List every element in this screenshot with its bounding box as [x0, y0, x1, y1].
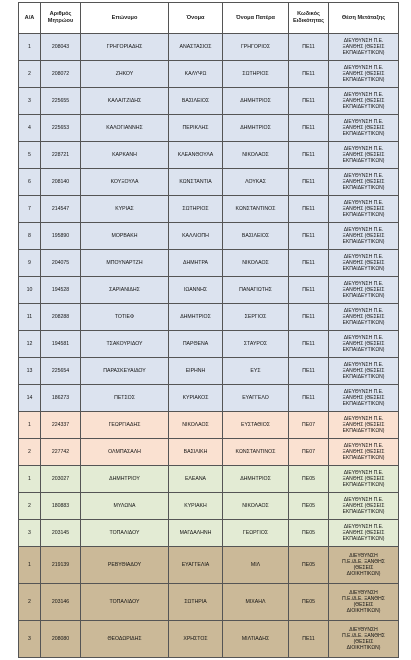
table-row — [19, 493, 399, 520]
table-row — [19, 34, 399, 61]
cell-kodikos-eidikotitas: ΠΕ05 — [289, 493, 329, 520]
cell-eponymo: ΡΕΒΥΘΙΑΔΟΥ — [81, 547, 169, 584]
thesi-line: ΞΑΝΘΗΣ (ΘΕΣΕΙΣ — [342, 233, 385, 239]
thesi-line: ΕΚΠΑΙΔΕΥΤΙΚΩΝ) — [342, 104, 385, 110]
thesi-line: ΕΚΠΑΙΔΕΥΤΙΚΩΝ) — [342, 374, 385, 380]
cell-onoma-patera: ΕΥΣ — [223, 358, 289, 385]
thesi-line: ΕΚΠΑΙΔΕΥΤΙΚΩΝ) — [342, 401, 385, 407]
cell-aa: 12 — [19, 331, 41, 358]
cell-arithmos-mitroou: 227742 — [41, 439, 81, 466]
cell-onoma-patera: ΜΙΛ — [223, 547, 289, 584]
cell-kodikos-eidikotitas: ΠΕ11 — [289, 331, 329, 358]
cell-onoma-patera: ΓΡΗΓΟΡΙΟΣ — [223, 34, 289, 61]
cell-onoma-patera: ΔΗΜΗΤΡΙΟΣ — [223, 88, 289, 115]
thesi-line: ΞΑΝΘΗΣ (ΘΕΣΕΙΣ — [342, 125, 385, 131]
cell-aa: 2 — [19, 61, 41, 88]
cell-thesi-metataxis — [329, 115, 399, 142]
cell-kodikos-eidikotitas: ΠΕ11 — [289, 304, 329, 331]
thesi-line: ΕΚΠΑΙΔΕΥΤΙΚΩΝ) — [342, 509, 385, 515]
cell-kodikos-eidikotitas: ΠΕ11 — [289, 34, 329, 61]
cell-onoma: ΚΑΛΛΙΟΠΗ — [169, 223, 223, 250]
cell-onoma-patera: ΣΩΤΗΡΙΟΣ — [223, 61, 289, 88]
table-row — [19, 547, 399, 584]
cell-thesi-metataxis — [329, 358, 399, 385]
thesi-line: ΕΚΠΑΙΔΕΥΤΙΚΩΝ) — [342, 482, 385, 488]
table-row — [19, 115, 399, 142]
cell-onoma: ΜΑΓΔΑΛΗΝΗ — [169, 520, 223, 547]
cell-eponymo: ΚΑΛΟΓΙΑΝΝΗΣ — [81, 115, 169, 142]
table-row — [19, 223, 399, 250]
cell-arithmos-mitroou: 224337 — [41, 412, 81, 439]
thesi-line: ΞΑΝΘΗΣ (ΘΕΣΕΙΣ — [342, 449, 385, 455]
thesi-line: ΞΑΝΘΗΣ (ΘΕΣΕΙΣ — [342, 179, 385, 185]
thesi-line: ΔΙΕΥΘΥΝΣΗ Π.Ε. — [343, 200, 384, 206]
cell-onoma: ΚΑΛΥΨΩ — [169, 61, 223, 88]
cell-kodikos-eidikotitas: ΠΕ11 — [289, 358, 329, 385]
cell-onoma-patera: ΛΟΥΚΑΣ — [223, 169, 289, 196]
thesi-line: ΞΑΝΘΗΣ (ΘΕΣΕΙΣ — [342, 287, 385, 293]
thesi-line: Π.Ε./Δ.Ε. ΞΑΝΘΗΣ — [342, 633, 385, 639]
cell-onoma: ΧΡΗΣΤΟΣ — [169, 621, 223, 658]
header-aa: Α/Α — [19, 3, 41, 34]
thesi-line: ΕΚΠΑΙΔΕΥΤΙΚΩΝ) — [342, 131, 385, 137]
cell-eponymo: ΤΟΠΑΛΙΔΟΥ — [81, 520, 169, 547]
cell-kodikos-eidikotitas: ΠΕ11 — [289, 250, 329, 277]
cell-onoma-patera: ΜΙΧΑΗΛ — [223, 584, 289, 621]
thesi-line: ΔΙΕΥΘΥΝΣΗ — [349, 590, 378, 596]
thesi-line: ΕΚΠΑΙΔΕΥΤΙΚΩΝ) — [342, 347, 385, 353]
cell-kodikos-eidikotitas: ΠΕ07 — [289, 439, 329, 466]
thesi-line: ΕΚΠΑΙΔΕΥΤΙΚΩΝ) — [342, 158, 385, 164]
table-row — [19, 358, 399, 385]
table-row — [19, 331, 399, 358]
thesi-line: ΔΙΕΥΘΥΝΣΗ Π.Ε. — [343, 119, 384, 125]
thesi-line: ΔΙΕΥΘΥΝΣΗ Π.Ε. — [343, 281, 384, 287]
table-row — [19, 196, 399, 223]
thesi-line: ΞΑΝΘΗΣ (ΘΕΣΕΙΣ — [342, 476, 385, 482]
table-row — [19, 169, 399, 196]
table-row — [19, 520, 399, 547]
cell-aa: 4 — [19, 115, 41, 142]
thesi-line: ΔΙΟΙΚΗΤΙΚΩΝ) — [346, 608, 381, 614]
cell-onoma: ΙΩΑΝΝΗΣ — [169, 277, 223, 304]
cell-eponymo: ΤΣΑΚΟΥΡΙΔΟΥ — [81, 331, 169, 358]
cell-kodikos-eidikotitas: ΠΕ11 — [289, 88, 329, 115]
cell-aa: 10 — [19, 277, 41, 304]
thesi-line: ΔΙΕΥΘΥΝΣΗ — [349, 627, 378, 633]
cell-thesi-metataxis — [329, 466, 399, 493]
cell-thesi-metataxis — [329, 304, 399, 331]
cell-arithmos-mitroou: 208043 — [41, 34, 81, 61]
thesi-line: ΔΙΕΥΘΥΝΣΗ — [349, 553, 378, 559]
cell-aa: 1 — [19, 412, 41, 439]
cell-onoma-patera: ΚΩΝΣΤΑΝΤΙΝΟΣ — [223, 439, 289, 466]
header-arithmos-mitroou: Αριθμός Μητρώου — [41, 3, 81, 34]
cell-onoma-patera: ΓΕΩΡΓΙΟΣ — [223, 520, 289, 547]
cell-arithmos-mitroou: 208140 — [41, 169, 81, 196]
cell-kodikos-eidikotitas: ΠΕ05 — [289, 584, 329, 621]
cell-thesi-metataxis — [329, 621, 399, 658]
cell-aa: 2 — [19, 493, 41, 520]
table-row — [19, 385, 399, 412]
cell-eponymo: ΓΕΩΡΓΙΑΔΗΣ — [81, 412, 169, 439]
thesi-line: ΔΙΕΥΘΥΝΣΗ Π.Ε. — [343, 146, 384, 152]
cell-aa: 2 — [19, 439, 41, 466]
header-eponymo: Επώνυμο — [81, 3, 169, 34]
cell-onoma: ΔΗΜΗΤΡΙΟΣ — [169, 304, 223, 331]
thesi-line: ΞΑΝΘΗΣ (ΘΕΣΕΙΣ — [342, 530, 385, 536]
cell-aa: 3 — [19, 621, 41, 658]
cell-thesi-metataxis — [329, 439, 399, 466]
cell-onoma-patera: ΔΗΜΗΤΡΙΟΣ — [223, 466, 289, 493]
cell-onoma: ΑΝΑΣΤΑΣΙΟΣ — [169, 34, 223, 61]
thesi-line: ΕΚΠΑΙΔΕΥΤΙΚΩΝ) — [342, 320, 385, 326]
cell-kodikos-eidikotitas: ΠΕ11 — [289, 169, 329, 196]
cell-kodikos-eidikotitas: ΠΕ11 — [289, 196, 329, 223]
cell-aa: 11 — [19, 304, 41, 331]
table-row — [19, 88, 399, 115]
cell-aa: 3 — [19, 88, 41, 115]
table-row — [19, 277, 399, 304]
cell-aa: 14 — [19, 385, 41, 412]
cell-arithmos-mitroou: 225654 — [41, 358, 81, 385]
thesi-line: Π.Ε./Δ.Ε. ΞΑΝΘΗΣ — [342, 559, 385, 565]
cell-onoma: ΕΛΕΑΝΑ — [169, 466, 223, 493]
cell-eponymo: ΣΑΡΙΑΝΙΔΗΣ — [81, 277, 169, 304]
cell-arithmos-mitroou: 225655 — [41, 88, 81, 115]
cell-kodikos-eidikotitas: ΠΕ07 — [289, 412, 329, 439]
cell-arithmos-mitroou: 180883 — [41, 493, 81, 520]
table-row — [19, 584, 399, 621]
cell-arithmos-mitroou: 194581 — [41, 331, 81, 358]
cell-aa: 1 — [19, 466, 41, 493]
cell-kodikos-eidikotitas: ΠΕ11 — [289, 115, 329, 142]
cell-onoma-patera: ΕΥΑΓΓΕΛΟ — [223, 385, 289, 412]
thesi-line: ΕΚΠΑΙΔΕΥΤΙΚΩΝ) — [342, 428, 385, 434]
cell-eponymo: ΖΗΚΟΥ — [81, 61, 169, 88]
cell-kodikos-eidikotitas: ΠΕ11 — [289, 223, 329, 250]
table-row — [19, 304, 399, 331]
cell-onoma-patera: ΠΑΝΑΓΙΩΤΗΣ — [223, 277, 289, 304]
cell-thesi-metataxis — [329, 584, 399, 621]
thesi-line: ΔΙΕΥΘΥΝΣΗ Π.Ε. — [343, 497, 384, 503]
cell-eponymo: ΚΑΡΚΑΝΗ — [81, 142, 169, 169]
cell-thesi-metataxis — [329, 547, 399, 584]
thesi-line: (ΘΕΣΕΙΣ — [353, 602, 374, 608]
cell-aa: 6 — [19, 169, 41, 196]
table-row — [19, 439, 399, 466]
cell-kodikos-eidikotitas: ΠΕ05 — [289, 520, 329, 547]
thesi-line: ΞΑΝΘΗΣ (ΘΕΣΕΙΣ — [342, 206, 385, 212]
cell-thesi-metataxis — [329, 331, 399, 358]
cell-onoma-patera: ΒΑΣΙΛΕΙΟΣ — [223, 223, 289, 250]
thesi-line: ΔΙΕΥΘΥΝΣΗ Π.Ε. — [343, 524, 384, 530]
thesi-line: ΕΚΠΑΙΔΕΥΤΙΚΩΝ) — [342, 293, 385, 299]
cell-kodikos-eidikotitas: ΠΕ11 — [289, 61, 329, 88]
table-row — [19, 412, 399, 439]
cell-arithmos-mitroou: 219139 — [41, 547, 81, 584]
cell-thesi-metataxis — [329, 250, 399, 277]
cell-arithmos-mitroou: 204075 — [41, 250, 81, 277]
thesi-line: ΔΙΕΥΘΥΝΣΗ Π.Ε. — [343, 65, 384, 71]
thesi-line: ΔΙΕΥΘΥΝΣΗ Π.Ε. — [343, 92, 384, 98]
cell-eponymo: ΜΟΡΒΑΚΗ — [81, 223, 169, 250]
cell-onoma-patera: ΕΥΣΤΑΘΙΟΣ — [223, 412, 289, 439]
cell-eponymo: ΜΥΛΩΝΑ — [81, 493, 169, 520]
cell-arithmos-mitroou: 208288 — [41, 304, 81, 331]
cell-aa: 8 — [19, 223, 41, 250]
cell-thesi-metataxis — [329, 169, 399, 196]
cell-onoma-patera: ΣΤΑΥΡΟΣ — [223, 331, 289, 358]
cell-onoma-patera: ΝΙΚΟΛΑΟΣ — [223, 142, 289, 169]
cell-eponymo: ΔΗΜΗΤΡΙΟΥ — [81, 466, 169, 493]
cell-thesi-metataxis — [329, 223, 399, 250]
cell-eponymo: ΤΟΠΑΛΙΔΟΥ — [81, 584, 169, 621]
cell-arithmos-mitroou: 214547 — [41, 196, 81, 223]
cell-arithmos-mitroou: 208072 — [41, 61, 81, 88]
table-body — [19, 34, 399, 658]
cell-eponymo: ΟΛΜΠΑΣΑΛΗ — [81, 439, 169, 466]
thesi-line: ΞΑΝΘΗΣ (ΘΕΣΕΙΣ — [342, 422, 385, 428]
cell-eponymo: ΚΥΡΙΑΣ — [81, 196, 169, 223]
table-row — [19, 621, 399, 658]
thesi-line: ΔΙΕΥΘΥΝΣΗ Π.Ε. — [343, 308, 384, 314]
cell-onoma: ΔΗΜΗΤΡΑ — [169, 250, 223, 277]
thesi-line: ΞΑΝΘΗΣ (ΘΕΣΕΙΣ — [342, 314, 385, 320]
thesi-line: ΔΙΕΥΘΥΝΣΗ Π.Ε. — [343, 470, 384, 476]
cell-arithmos-mitroou: 186273 — [41, 385, 81, 412]
cell-thesi-metataxis — [329, 142, 399, 169]
cell-onoma: ΚΛΕΑΝΘΟΥΛΑ — [169, 142, 223, 169]
thesi-line: ΔΙΕΥΘΥΝΣΗ Π.Ε. — [343, 38, 384, 44]
cell-arithmos-mitroou: 203027 — [41, 466, 81, 493]
cell-thesi-metataxis — [329, 493, 399, 520]
thesi-line: ΕΚΠΑΙΔΕΥΤΙΚΩΝ) — [342, 239, 385, 245]
cell-eponymo: ΚΟΥΞΟΥΛΑ — [81, 169, 169, 196]
thesi-line: ΔΙΕΥΘΥΝΣΗ Π.Ε. — [343, 389, 384, 395]
cell-onoma-patera: ΔΗΜΗΤΡΙΟΣ — [223, 115, 289, 142]
cell-aa: 5 — [19, 142, 41, 169]
thesi-line: Π.Ε./Δ.Ε. ΞΑΝΘΗΣ — [342, 596, 385, 602]
cell-onoma: ΣΩΤΗΡΙΑ — [169, 584, 223, 621]
table-row — [19, 142, 399, 169]
cell-thesi-metataxis — [329, 88, 399, 115]
cell-onoma: ΒΑΣΙΛΙΚΗ — [169, 439, 223, 466]
header-kodikos-eidikotitas: Κωδικός Ειδικότητας — [289, 3, 329, 34]
cell-aa: 3 — [19, 520, 41, 547]
header-onoma: Όνομα — [169, 3, 223, 34]
cell-onoma-patera: ΜΙΛΤΙΑΔΗΣ — [223, 621, 289, 658]
transfer-table — [18, 2, 399, 658]
cell-onoma: ΣΩΤΗΡΙΟΣ — [169, 196, 223, 223]
cell-onoma-patera: ΚΩΝΣΤΑΝΤΙΝΟΣ — [223, 196, 289, 223]
cell-kodikos-eidikotitas: ΠΕ05 — [289, 466, 329, 493]
thesi-line: ΔΙΟΙΚΗΤΙΚΩΝ) — [346, 571, 381, 577]
cell-aa: 1 — [19, 547, 41, 584]
cell-onoma: ΚΥΡΙΑΚΗ — [169, 493, 223, 520]
thesi-line: ΔΙΕΥΘΥΝΣΗ Π.Ε. — [343, 443, 384, 449]
thesi-line: ΞΑΝΘΗΣ (ΘΕΣΕΙΣ — [342, 503, 385, 509]
thesi-line: ΞΑΝΘΗΣ (ΘΕΣΕΙΣ — [342, 260, 385, 266]
cell-eponymo: ΘΕΟΔΩΡΙΔΗΣ — [81, 621, 169, 658]
cell-arithmos-mitroou: 228721 — [41, 142, 81, 169]
cell-onoma: ΚΩΝΣΤΑΝΤΙΑ — [169, 169, 223, 196]
cell-thesi-metataxis — [329, 520, 399, 547]
thesi-line: ΔΙΕΥΘΥΝΣΗ Π.Ε. — [343, 254, 384, 260]
thesi-line: ΕΚΠΑΙΔΕΥΤΙΚΩΝ) — [342, 536, 385, 542]
cell-thesi-metataxis — [329, 385, 399, 412]
table-row — [19, 466, 399, 493]
cell-eponymo: ΓΡΗΓΟΡΙΑΔΗΣ — [81, 34, 169, 61]
thesi-line: ΕΚΠΑΙΔΕΥΤΙΚΩΝ) — [342, 185, 385, 191]
thesi-line: ΞΑΝΘΗΣ (ΘΕΣΕΙΣ — [342, 368, 385, 374]
cell-arithmos-mitroou: 203145 — [41, 520, 81, 547]
cell-eponymo: ΠΕΤΣΟΣ — [81, 385, 169, 412]
cell-eponymo: ΚΑΛΑΙΤΖΙΔΗΣ — [81, 88, 169, 115]
thesi-line: ΔΙΕΥΘΥΝΣΗ Π.Ε. — [343, 335, 384, 341]
header-row — [19, 3, 399, 34]
cell-aa: 9 — [19, 250, 41, 277]
cell-aa: 1 — [19, 34, 41, 61]
thesi-line: ΕΚΠΑΙΔΕΥΤΙΚΩΝ) — [342, 212, 385, 218]
cell-kodikos-eidikotitas: ΠΕ11 — [289, 142, 329, 169]
thesi-line: ΞΑΝΘΗΣ (ΘΕΣΕΙΣ — [342, 44, 385, 50]
cell-onoma: ΕΥΑΓΓΕΛΙΑ — [169, 547, 223, 584]
cell-thesi-metataxis — [329, 196, 399, 223]
cell-thesi-metataxis — [329, 277, 399, 304]
cell-thesi-metataxis — [329, 34, 399, 61]
cell-aa: 2 — [19, 584, 41, 621]
thesi-line: ΔΙΕΥΘΥΝΣΗ Π.Ε. — [343, 173, 384, 179]
thesi-line: ΔΙΕΥΘΥΝΣΗ Π.Ε. — [343, 227, 384, 233]
cell-onoma: ΠΕΡΙΚΛΗΣ — [169, 115, 223, 142]
cell-arithmos-mitroou: 203146 — [41, 584, 81, 621]
cell-eponymo: ΜΠΟΥΝΑΡΤΖΗ — [81, 250, 169, 277]
cell-eponymo: ΠΑΡΑΣΚΕΥΑΙΔΟΥ — [81, 358, 169, 385]
cell-onoma: ΚΥΡΙΑΚΟΣ — [169, 385, 223, 412]
thesi-line: ΞΑΝΘΗΣ (ΘΕΣΕΙΣ — [342, 152, 385, 158]
cell-onoma: ΠΑΡΘΕΝΑ — [169, 331, 223, 358]
cell-onoma: ΝΙΚΟΛΑΟΣ — [169, 412, 223, 439]
thesi-line: ΕΚΠΑΙΔΕΥΤΙΚΩΝ) — [342, 266, 385, 272]
table-row — [19, 61, 399, 88]
table-row — [19, 250, 399, 277]
cell-kodikos-eidikotitas: ΠΕ11 — [289, 621, 329, 658]
thesi-line: ΕΚΠΑΙΔΕΥΤΙΚΩΝ) — [342, 77, 385, 83]
cell-thesi-metataxis — [329, 61, 399, 88]
thesi-line: (ΘΕΣΕΙΣ — [353, 565, 374, 571]
thesi-line: ΞΑΝΘΗΣ (ΘΕΣΕΙΣ — [342, 98, 385, 104]
cell-arithmos-mitroou: 208080 — [41, 621, 81, 658]
cell-aa: 7 — [19, 196, 41, 223]
transfer-table-container — [18, 2, 398, 658]
thesi-line: ΞΑΝΘΗΣ (ΘΕΣΕΙΣ — [342, 395, 385, 401]
thesi-line: ΞΑΝΘΗΣ (ΘΕΣΕΙΣ — [342, 71, 385, 77]
cell-eponymo: ΤΟΤΙΕΦ — [81, 304, 169, 331]
header-thesi-metataxis: Θέση Μετάταξης — [329, 3, 399, 34]
cell-arithmos-mitroou: 225653 — [41, 115, 81, 142]
cell-thesi-metataxis — [329, 412, 399, 439]
thesi-line: ΔΙΕΥΘΥΝΣΗ Π.Ε. — [343, 416, 384, 422]
thesi-line: ΔΙΟΙΚΗΤΙΚΩΝ) — [346, 645, 381, 651]
thesi-line: ΕΚΠΑΙΔΕΥΤΙΚΩΝ) — [342, 50, 385, 56]
cell-onoma: ΕΙΡΗΝΗ — [169, 358, 223, 385]
thesi-line: ΔΙΕΥΘΥΝΣΗ Π.Ε. — [343, 362, 384, 368]
cell-onoma-patera: ΝΙΚΟΛΑΟΣ — [223, 493, 289, 520]
cell-onoma-patera: ΣΕΡΓΙΟΣ — [223, 304, 289, 331]
cell-onoma-patera: ΝΙΚΟΛΑΟΣ — [223, 250, 289, 277]
cell-kodikos-eidikotitas: ΠΕ05 — [289, 547, 329, 584]
header-onoma-patera: Όνομα Πατέρα — [223, 3, 289, 34]
cell-kodikos-eidikotitas: ΠΕ11 — [289, 385, 329, 412]
cell-aa: 13 — [19, 358, 41, 385]
cell-arithmos-mitroou: 195890 — [41, 223, 81, 250]
thesi-line: (ΘΕΣΕΙΣ — [353, 639, 374, 645]
thesi-line: ΞΑΝΘΗΣ (ΘΕΣΕΙΣ — [342, 341, 385, 347]
cell-arithmos-mitroou: 194528 — [41, 277, 81, 304]
cell-onoma: ΒΑΣΙΛΕΙΟΣ — [169, 88, 223, 115]
thesi-line: ΕΚΠΑΙΔΕΥΤΙΚΩΝ) — [342, 455, 385, 461]
cell-kodikos-eidikotitas: ΠΕ11 — [289, 277, 329, 304]
